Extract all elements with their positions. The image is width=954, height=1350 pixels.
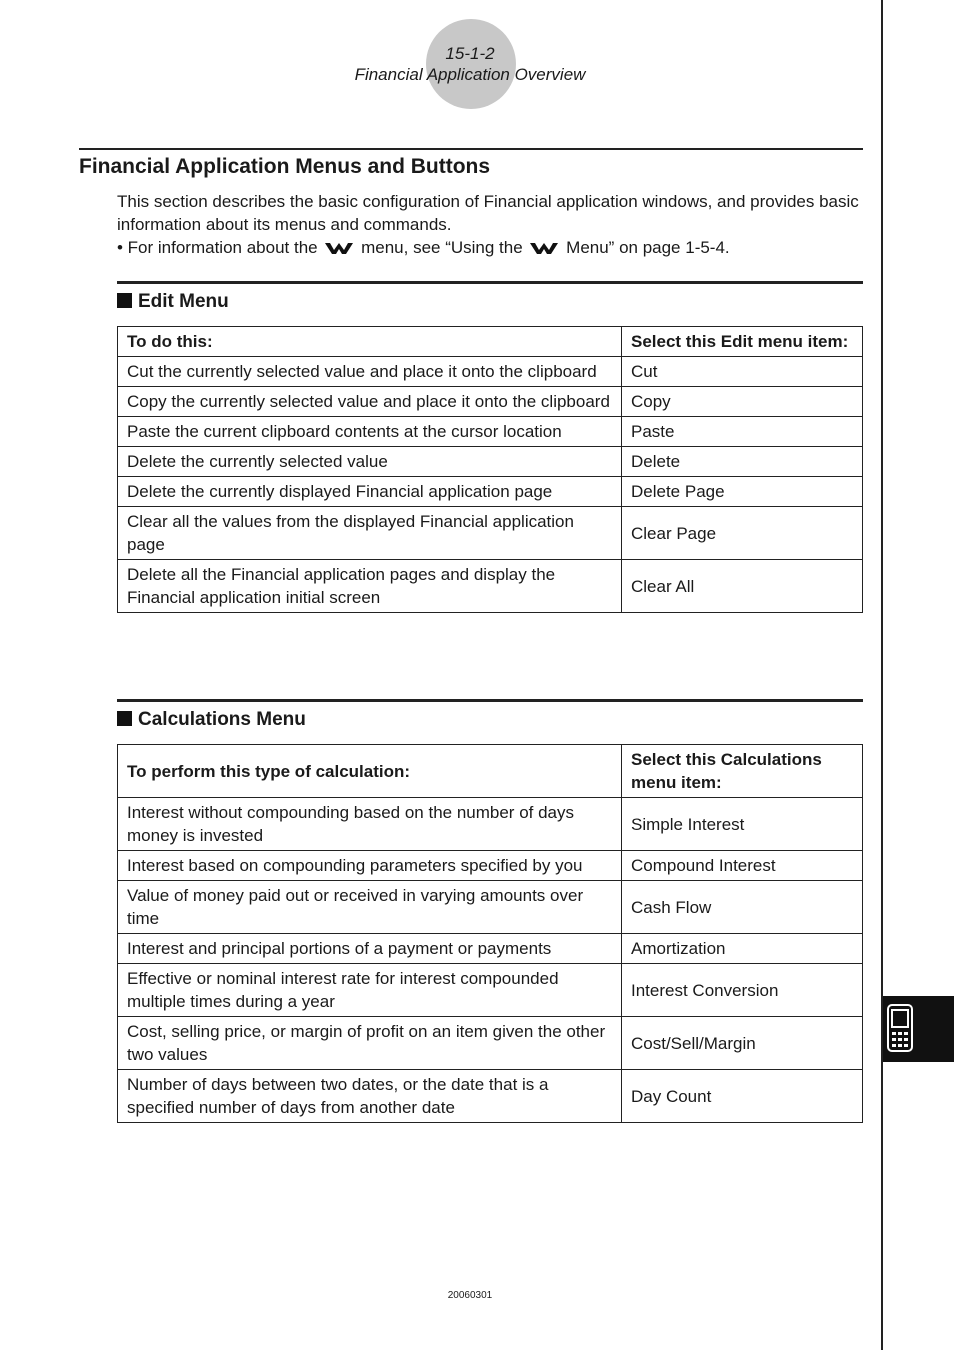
action-cell: Delete the currently displayed Financial application page (118, 477, 622, 507)
column-header-action: To do this: (118, 327, 622, 357)
calculation-cell: Number of days between two dates, or the date that is a specified number of days from another date (118, 1070, 622, 1123)
square-bullet-icon (117, 293, 132, 308)
section-title: Financial Application Menus and Buttons (79, 155, 491, 178)
bullet-text-part1: • For information about the (117, 238, 318, 257)
table-row (118, 1017, 863, 1070)
chapter-title: Financial Application Overview (354, 65, 586, 84)
table-header-row (118, 327, 863, 357)
menu-item-cell: Compound Interest (622, 851, 863, 881)
menu-item-cell: Interest Conversion (622, 964, 863, 1017)
edit-menu-rule (117, 281, 863, 284)
intro-paragraph: This section describes the basic configuration of Financial application windows, and provides basic information about its menus and commands. (117, 192, 859, 234)
menu-item-cell: Paste (622, 417, 863, 447)
table-row (118, 934, 863, 964)
calc-menu-heading (117, 709, 306, 731)
menu-item-cell: Day Count (622, 1070, 863, 1123)
table-row (118, 560, 863, 613)
calc-menu-heading-text: Calculations Menu (138, 709, 306, 730)
calculation-cell: Interest based on compounding parameters specified by you (118, 851, 622, 881)
table-row (118, 477, 863, 507)
header-circle-decoration (426, 19, 516, 109)
action-cell: Delete the currently selected value (118, 447, 622, 477)
menu-glyph-icon (324, 240, 354, 256)
menu-item-cell: Cost/Sell/Margin (622, 1017, 863, 1070)
calculation-cell: Cost, selling price, or margin of profit on an item given the other two values (118, 1017, 622, 1070)
calculation-cell: Interest without compounding based on the number of days money is invested (118, 798, 622, 851)
menu-item-cell: Clear All (622, 560, 863, 613)
action-cell: Copy the currently selected value and place it onto the clipboard (118, 387, 622, 417)
column-header-item: Select this Calculations menu item: (622, 745, 863, 798)
table-header-row (118, 745, 863, 798)
table-row (118, 964, 863, 1017)
calculator-icon (887, 1004, 913, 1052)
action-cell: Paste the current clipboard contents at the cursor location (118, 417, 622, 447)
table-row (118, 798, 863, 851)
menu-item-cell: Delete Page (622, 477, 863, 507)
menu-item-cell: Cash Flow (622, 881, 863, 934)
calc-menu-rule (117, 699, 863, 702)
table-row (118, 851, 863, 881)
bullet-text-part3: Menu” on page 1-5-4. (566, 238, 730, 257)
bullet-text-part2: menu, see “Using the (361, 238, 523, 257)
action-cell: Delete all the Financial application pages and display the Financial application initial screen (118, 560, 622, 613)
page-number: 15-1-2 (445, 44, 495, 63)
section-top-rule (79, 148, 863, 150)
table-row (118, 1070, 863, 1123)
intro-bullet (117, 236, 867, 259)
menu-item-cell: Clear Page (622, 507, 863, 560)
menu-item-cell: Simple Interest (622, 798, 863, 851)
action-cell: Clear all the values from the displayed Financial application page (118, 507, 622, 560)
table-row (118, 387, 863, 417)
calculation-cell: Value of money paid out or received in varying amounts over time (118, 881, 622, 934)
table-row (118, 881, 863, 934)
calculation-cell: Effective or nominal interest rate for interest compounded multiple times during a year (118, 964, 622, 1017)
calculation-cell: Interest and principal portions of a payment or payments (118, 934, 622, 964)
column-header-item: Select this Edit menu item: (622, 327, 863, 357)
action-cell: Cut the currently selected value and place it onto the clipboard (118, 357, 622, 387)
table-row (118, 417, 863, 447)
table-row (118, 507, 863, 560)
menu-item-cell: Cut (622, 357, 863, 387)
square-bullet-icon (117, 711, 132, 726)
right-margin-rule (881, 0, 883, 1350)
menu-item-cell: Delete (622, 447, 863, 477)
table-row (118, 357, 863, 387)
edit-menu-table (117, 326, 863, 613)
intro-text (117, 190, 867, 259)
footer-code: 20060301 (447, 1290, 493, 1301)
edit-menu-heading-text: Edit Menu (138, 291, 229, 312)
table-row (118, 447, 863, 477)
menu-glyph-icon (529, 240, 559, 256)
chapter-side-tab (883, 996, 954, 1062)
menu-item-cell: Copy (622, 387, 863, 417)
calc-menu-table (117, 744, 863, 1123)
edit-menu-heading (117, 291, 229, 313)
menu-item-cell: Amortization (622, 934, 863, 964)
column-header-calculation: To perform this type of calculation: (118, 745, 622, 798)
